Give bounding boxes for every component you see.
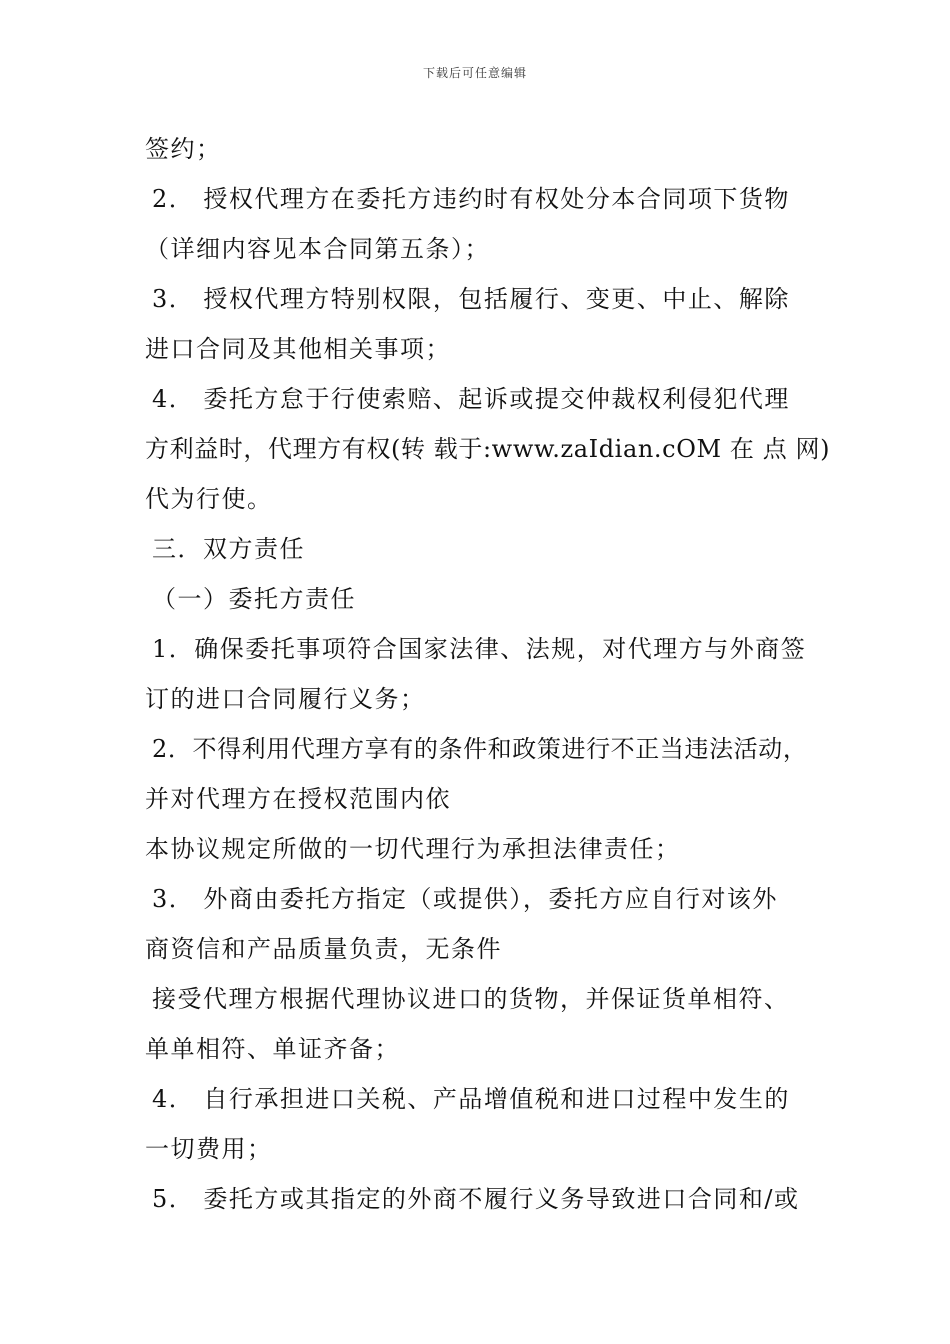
section-heading: 三．双方责任 bbox=[152, 535, 305, 563]
text-line: 一切费用； bbox=[145, 1135, 273, 1163]
text-line: 并对代理方在授权范围内依 bbox=[145, 785, 451, 813]
text-line: 4． 委托方怠于行使索赔、起诉或提交仲裁权利侵犯代理 bbox=[152, 385, 790, 413]
text-line: 2． 授权代理方在委托方违约时有权处分本合同项下货物 bbox=[152, 185, 790, 213]
text-line: 3． 授权代理方特别权限，包括履行、变更、中止、解除 bbox=[152, 285, 790, 313]
text-line: 进口合同及其他相关事项； bbox=[145, 335, 451, 363]
subsection-heading: （一）委托方责任 bbox=[152, 585, 356, 613]
text-line: 4． 自行承担进口关税、产品增值税和进口过程中发生的 bbox=[152, 1085, 790, 1113]
text-line: 商资信和产品质量负责，无条件 bbox=[145, 935, 502, 963]
document-body bbox=[145, 130, 845, 1230]
text-line: 代为行使。 bbox=[145, 485, 273, 513]
text-line: 签约； bbox=[145, 135, 222, 163]
text-line: 订的进口合同履行义务； bbox=[145, 685, 426, 713]
text-line: （详细内容见本合同第五条）； bbox=[145, 235, 490, 263]
text-line: 2．不得利用代理方享有的条件和政策进行不正当违法活动， bbox=[152, 735, 808, 763]
text-line: 3． 外商由委托方指定（或提供），委托方应自行对该外 bbox=[152, 885, 778, 913]
text-line: 方利益时，代理方有权(转 载于:www.zaIdian.cOM 在 点 网) bbox=[145, 435, 831, 463]
text-line: 1．确保委托事项符合国家法律、法规，对代理方与外商签 bbox=[152, 635, 807, 663]
page-header-note: 下载后可任意编辑 bbox=[422, 66, 527, 80]
text-line: 本协议规定所做的一切代理行为承担法律责任； bbox=[145, 835, 681, 863]
text-line: 5． 委托方或其指定的外商不履行义务导致进口合同和/或 bbox=[152, 1185, 800, 1213]
text-line: 接受代理方根据代理协议进口的货物，并保证货单相符、 bbox=[152, 985, 790, 1013]
text-line: 单单相符、单证齐备； bbox=[145, 1035, 400, 1063]
